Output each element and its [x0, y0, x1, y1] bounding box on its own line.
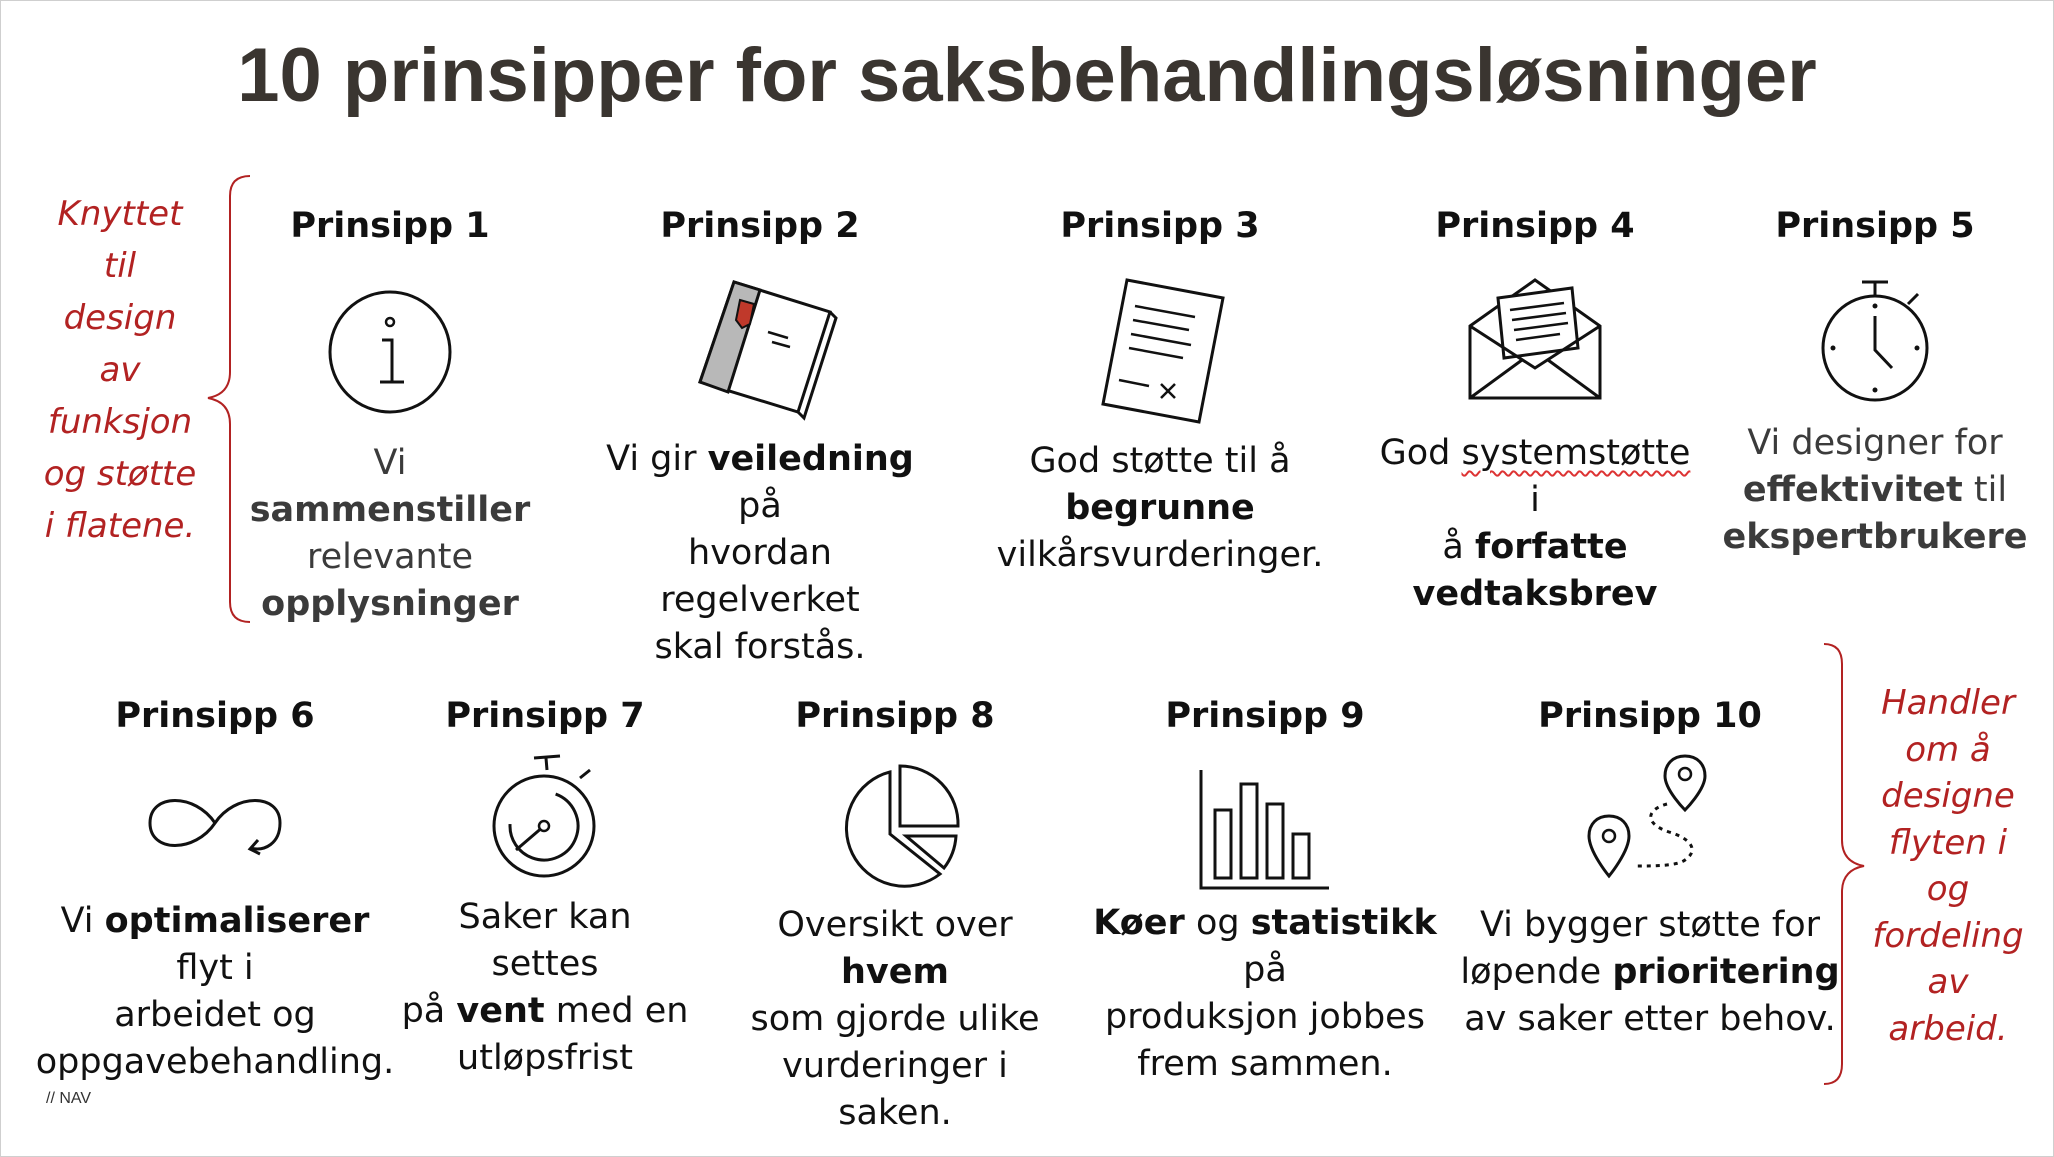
- principle-text-line: [1090, 994, 1440, 1041]
- principle-text-line: [1370, 571, 1700, 618]
- text-segment: og: [1184, 903, 1251, 943]
- nav-logo-text: // NAV: [46, 1090, 92, 1107]
- principle-text-line: [400, 988, 690, 1035]
- principle-text-line: [990, 438, 1330, 485]
- principle-text: [585, 436, 935, 671]
- principle-text: [230, 440, 550, 628]
- text-segment: til: [1962, 470, 2008, 510]
- principle-text-line: [1370, 524, 1700, 571]
- text-segment: Oversikt over: [777, 905, 1013, 945]
- side-note-right: Handler om å designe flyten i og fordeling av arbeid.: [1872, 683, 2024, 1049]
- text-segment: Vi: [60, 901, 105, 941]
- text-segment: av saker etter behov.: [1464, 999, 1836, 1039]
- text-segment: på: [401, 991, 457, 1031]
- text-segment: produksjon jobbes: [1105, 997, 1425, 1037]
- principle-1: [230, 200, 550, 628]
- principle-text-line: [585, 436, 935, 530]
- emphasis-text: opplysninger: [261, 584, 519, 624]
- pie-chart-icon: [830, 764, 960, 894]
- principle-6: [30, 690, 400, 1086]
- side-note-left: Knyttet til design av funksjon og støtte i flatene.: [43, 194, 197, 546]
- text-segment: i: [1530, 480, 1540, 520]
- emphasis-text: sammenstiller: [249, 490, 531, 530]
- principle-text: [1370, 430, 1700, 618]
- principle-title: Prinsipp 2: [660, 206, 860, 246]
- text-segment: vilkårsvurderinger.: [996, 535, 1324, 575]
- principle-4: [1370, 200, 1700, 618]
- principle-text-line: [1370, 430, 1700, 524]
- text-segment: løpende: [1460, 952, 1613, 992]
- text-segment: Vi bygger støtte for: [1479, 905, 1821, 945]
- principle-text-line: [400, 1035, 690, 1082]
- open-envelope-icon: [1460, 266, 1610, 416]
- principle-3: [990, 200, 1330, 579]
- text-segment: systemstøtte: [1461, 433, 1691, 473]
- text-segment: God støtte til å: [1029, 441, 1291, 481]
- principle-text: [30, 898, 400, 1086]
- text-segment: God: [1379, 433, 1462, 473]
- principle-text-line: [1090, 900, 1440, 994]
- principle-text-line: [720, 996, 1070, 1043]
- principle-text-line: [1720, 420, 2030, 467]
- principle-title: Prinsipp 6: [115, 696, 315, 736]
- principle-text-line: [230, 581, 550, 628]
- principle-5: [1720, 200, 2030, 561]
- principle-8: [720, 690, 1070, 1137]
- principle-text: [400, 894, 690, 1082]
- text-segment: hvordan regelverket: [660, 533, 860, 620]
- text-segment: skal forstås.: [654, 627, 866, 667]
- principle-text-line: [585, 624, 935, 671]
- principle-9: [1090, 690, 1440, 1088]
- principle-title: Prinsipp 5: [1775, 206, 1975, 246]
- principle-text-line: [1720, 514, 2030, 561]
- principle-text: [1720, 420, 2030, 561]
- emphasis-text: vent: [456, 991, 545, 1031]
- text-segment: Vi designer for: [1747, 423, 2003, 463]
- emphasis-text: veiledning: [707, 439, 914, 479]
- principle-title: Prinsipp 3: [1060, 206, 1260, 246]
- text-segment: som gjorde ulike: [750, 999, 1040, 1039]
- principle-text-line: [400, 894, 690, 988]
- principle-text-line: [30, 992, 400, 1039]
- book-icon: [680, 272, 840, 432]
- principle-text: [990, 438, 1330, 579]
- principle-7: [400, 690, 690, 1082]
- principle-text: [720, 902, 1070, 1137]
- principle-text-line: [990, 485, 1330, 532]
- signed-document-icon: [1085, 276, 1235, 426]
- principle-text-line: [1090, 1041, 1440, 1088]
- info-icon: [320, 282, 460, 422]
- page-title: 10 prinsipper for saksbehandlingsløsninger: [237, 33, 1817, 118]
- emphasis-text: prioritering: [1612, 952, 1840, 992]
- principle-text-line: [30, 1039, 400, 1086]
- emphasis-text: vedtaksbrev: [1412, 574, 1658, 614]
- text-segment: Vi: [373, 443, 407, 483]
- emphasis-text: optimaliserer: [104, 901, 370, 941]
- emphasis-text: effektivitet: [1742, 470, 1963, 510]
- text-segment: relevante: [306, 537, 473, 577]
- text-segment: utløpsfrist: [457, 1038, 633, 1078]
- principle-title: Prinsipp 7: [445, 696, 645, 736]
- bar-chart-icon: [1195, 764, 1335, 894]
- principle-text-line: [1450, 902, 1850, 949]
- text-segment: oppgavebehandling.: [35, 1042, 395, 1082]
- text-segment: Saker kan settes: [458, 897, 632, 984]
- principle-text-line: [230, 440, 550, 534]
- principle-text-line: [1720, 467, 2030, 514]
- infinity-icon: [140, 768, 290, 878]
- principle-text-line: [230, 534, 550, 581]
- emphasis-text: ekspertbrukere: [1722, 517, 2028, 557]
- text-segment: på: [738, 486, 782, 526]
- text-segment: Vi gir: [606, 439, 708, 479]
- principle-title: Prinsipp 4: [1435, 206, 1635, 246]
- principle-title: Prinsipp 1: [290, 206, 490, 246]
- principle-10: [1450, 690, 1850, 1043]
- emphasis-text: hvem: [841, 952, 949, 992]
- principle-text-line: [585, 530, 935, 624]
- text-segment: frem sammen.: [1137, 1044, 1393, 1084]
- principle-text: [1090, 900, 1440, 1088]
- principle-text: [1450, 902, 1850, 1043]
- stopwatch-icon: [1810, 276, 1940, 406]
- route-icon: [1585, 752, 1715, 892]
- text-segment: vurderinger i saken.: [782, 1046, 1008, 1133]
- principle-title: Prinsipp 8: [795, 696, 995, 736]
- text-segment: å: [1442, 527, 1475, 567]
- timer-icon: [480, 752, 610, 882]
- principle-text-line: [1450, 996, 1850, 1043]
- text-segment: med en: [544, 991, 689, 1031]
- emphasis-text: begrunne: [1065, 488, 1255, 528]
- principle-2: [585, 200, 935, 671]
- principle-text-line: [720, 1043, 1070, 1137]
- principle-text-line: [30, 898, 400, 992]
- text-segment: flyt i: [176, 948, 254, 988]
- text-segment: arbeidet og: [114, 995, 316, 1035]
- emphasis-text: Køer: [1093, 903, 1185, 943]
- principle-title: Prinsipp 10: [1538, 696, 1762, 736]
- emphasis-text: forfatte: [1475, 527, 1628, 567]
- principle-text-line: [990, 532, 1330, 579]
- principle-title: Prinsipp 9: [1165, 696, 1365, 736]
- text-segment: på: [1243, 950, 1287, 990]
- principle-text-line: [1450, 949, 1850, 996]
- principle-text-line: [720, 902, 1070, 996]
- emphasis-text: statistikk: [1250, 903, 1437, 943]
